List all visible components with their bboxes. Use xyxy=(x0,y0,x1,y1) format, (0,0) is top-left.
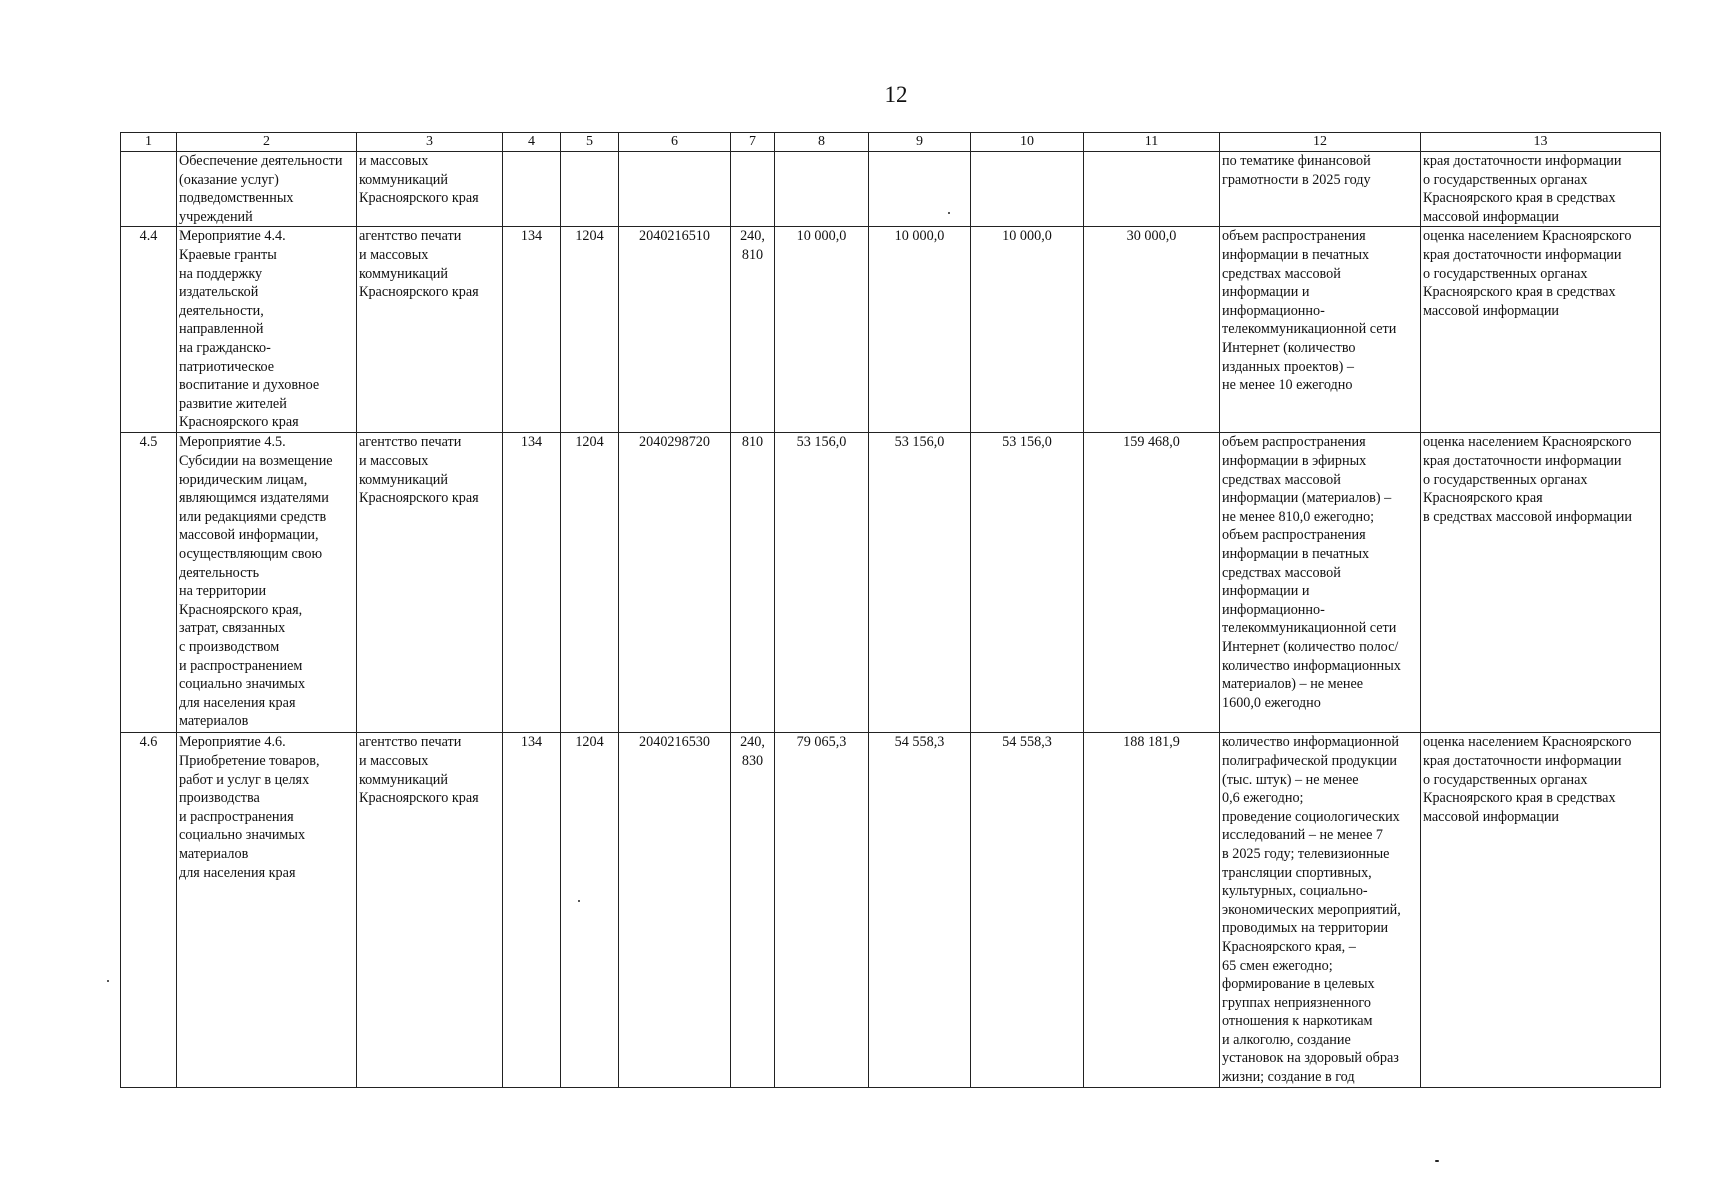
page-number: 12 xyxy=(884,82,908,107)
amount-2025: 10 000,0 xyxy=(775,227,869,433)
target-indicator: оценка населением Красноярского края достаточности информации о государственных органах Красноярского края в средствах массовой информации xyxy=(1421,433,1661,733)
activity-name: Мероприятие 4.5. Субсидии на возмещение юридическим лицам, являющимся издателями или редакциями средств массовой информации, осуществляющим свою деятельность на территории Красноярского края, затрат, связанных с производством и распространением социально значимых для населения края материалов xyxy=(177,433,357,733)
amount-total: 30 000,0 xyxy=(1084,227,1220,433)
vr-code: 810 xyxy=(731,433,775,733)
amount-total: 188 181,9 xyxy=(1084,733,1220,1087)
col-header-9: 9 xyxy=(869,133,971,152)
amount-2026: 53 156,0 xyxy=(869,433,971,733)
rzpr-code xyxy=(561,152,619,227)
csr-code: 2040298720 xyxy=(619,433,731,733)
amount-2026 xyxy=(869,152,971,227)
vr-code: 240, 830 xyxy=(731,733,775,1087)
csr-code: 2040216530 xyxy=(619,733,731,1087)
col-header-12: 12 xyxy=(1220,133,1421,152)
rzpr-code: 1204 xyxy=(561,433,619,733)
vr-code: 240, 810 xyxy=(731,227,775,433)
target-indicator: оценка населением Красноярского края достаточности информации о государственных органах Красноярского края в средствах массовой информации xyxy=(1421,733,1661,1087)
col-header-8: 8 xyxy=(775,133,869,152)
amount-2027: 53 156,0 xyxy=(971,433,1084,733)
expected-result: по тематике финансовой грамотности в 2025 году xyxy=(1220,152,1421,227)
amount-total: 159 468,0 xyxy=(1084,433,1220,733)
activities-table xyxy=(120,132,1661,1088)
amount-2027: 54 558,3 xyxy=(971,733,1084,1087)
activity-name: Мероприятие 4.6. Приобретение товаров, работ и услуг в целях производства и распространения социально значимых материалов для населения края xyxy=(177,733,357,1087)
executor: агентство печати и массовых коммуникаций Красноярского края xyxy=(357,227,503,433)
scan-speck xyxy=(1435,1160,1439,1162)
row-number: 4.5 xyxy=(121,433,177,733)
amount-2027: 10 000,0 xyxy=(971,227,1084,433)
expected-result: объем распространения информации в печатных средствах массовой информации и информационно- телекоммуникационной сети Интернет (количество изданных проектов) – не менее 10 ежегодно xyxy=(1220,227,1421,433)
target-indicator: оценка населением Красноярского края достаточности информации о государственных органах Красноярского края в средствах массовой информации xyxy=(1421,227,1661,433)
grbs-code: 134 xyxy=(503,733,561,1087)
table-row xyxy=(121,733,1661,1087)
col-header-6: 6 xyxy=(619,133,731,152)
activity-name: Мероприятие 4.4. Краевые гранты на поддержку издательской деятельности, направленной на гражданско- патриотическое воспитание и духовное развитие жителей Красноярского края xyxy=(177,227,357,433)
executor: агентство печати и массовых коммуникаций Красноярского края xyxy=(357,433,503,733)
vr-code xyxy=(731,152,775,227)
table-row xyxy=(121,433,1661,733)
table-row xyxy=(121,152,1661,227)
target-indicator: края достаточности информации о государственных органах Красноярского края в средствах массовой информации xyxy=(1421,152,1661,227)
amount-2025: 79 065,3 xyxy=(775,733,869,1087)
row-number: 4.4 xyxy=(121,227,177,433)
col-header-10: 10 xyxy=(971,133,1084,152)
executor: агентство печати и массовых коммуникаций Красноярского края xyxy=(357,733,503,1087)
amount-2025: 53 156,0 xyxy=(775,433,869,733)
activity-name: Обеспечение деятельности (оказание услуг) подведомственных учреждений xyxy=(177,152,357,227)
csr-code: 2040216510 xyxy=(619,227,731,433)
scan-speck xyxy=(107,980,109,982)
expected-result: объем распространения информации в эфирных средствах массовой информации (материалов) – не менее 810,0 ежегодно; объем распространения информации в печатных средствах массовой информации и информационно- телекоммуникационной сети Интернет (количество полос/ количество информационных материалов) – не менее 1600,0 ежегодно xyxy=(1220,433,1421,733)
col-header-13: 13 xyxy=(1421,133,1661,152)
csr-code xyxy=(619,152,731,227)
grbs-code: 134 xyxy=(503,227,561,433)
rzpr-code: 1204 xyxy=(561,733,619,1087)
grbs-code xyxy=(503,152,561,227)
col-header-2: 2 xyxy=(177,133,357,152)
rzpr-code: 1204 xyxy=(561,227,619,433)
col-header-11: 11 xyxy=(1084,133,1220,152)
row-number: 4.6 xyxy=(121,733,177,1087)
grbs-code: 134 xyxy=(503,433,561,733)
expected-result: количество информационной полиграфической продукции (тыс. штук) – не менее 0,6 ежегодно; проведение социологических исследований – не менее 7 в 2025 году; телевизионные трансляции спортивных, культурных, социально- экономических мероприятий, проводимых на территории Красноярского края, – 65 смен ежегодно; формирование в целевых группах неприязненного отношения к наркотикам и алкоголю, создание установок на здоровый образ жизни; создание в год xyxy=(1220,733,1421,1087)
amount-2026: 54 558,3 xyxy=(869,733,971,1087)
col-header-4: 4 xyxy=(503,133,561,152)
row-number xyxy=(121,152,177,227)
col-header-3: 3 xyxy=(357,133,503,152)
scan-speck xyxy=(578,900,580,902)
table-row xyxy=(121,227,1661,433)
col-header-5: 5 xyxy=(561,133,619,152)
amount-2027 xyxy=(971,152,1084,227)
scan-speck xyxy=(948,212,950,214)
amount-2025 xyxy=(775,152,869,227)
col-header-7: 7 xyxy=(731,133,775,152)
amount-total xyxy=(1084,152,1220,227)
amount-2026: 10 000,0 xyxy=(869,227,971,433)
header-row xyxy=(121,133,1661,152)
col-header-1: 1 xyxy=(121,133,177,152)
executor: и массовых коммуникаций Красноярского края xyxy=(357,152,503,227)
